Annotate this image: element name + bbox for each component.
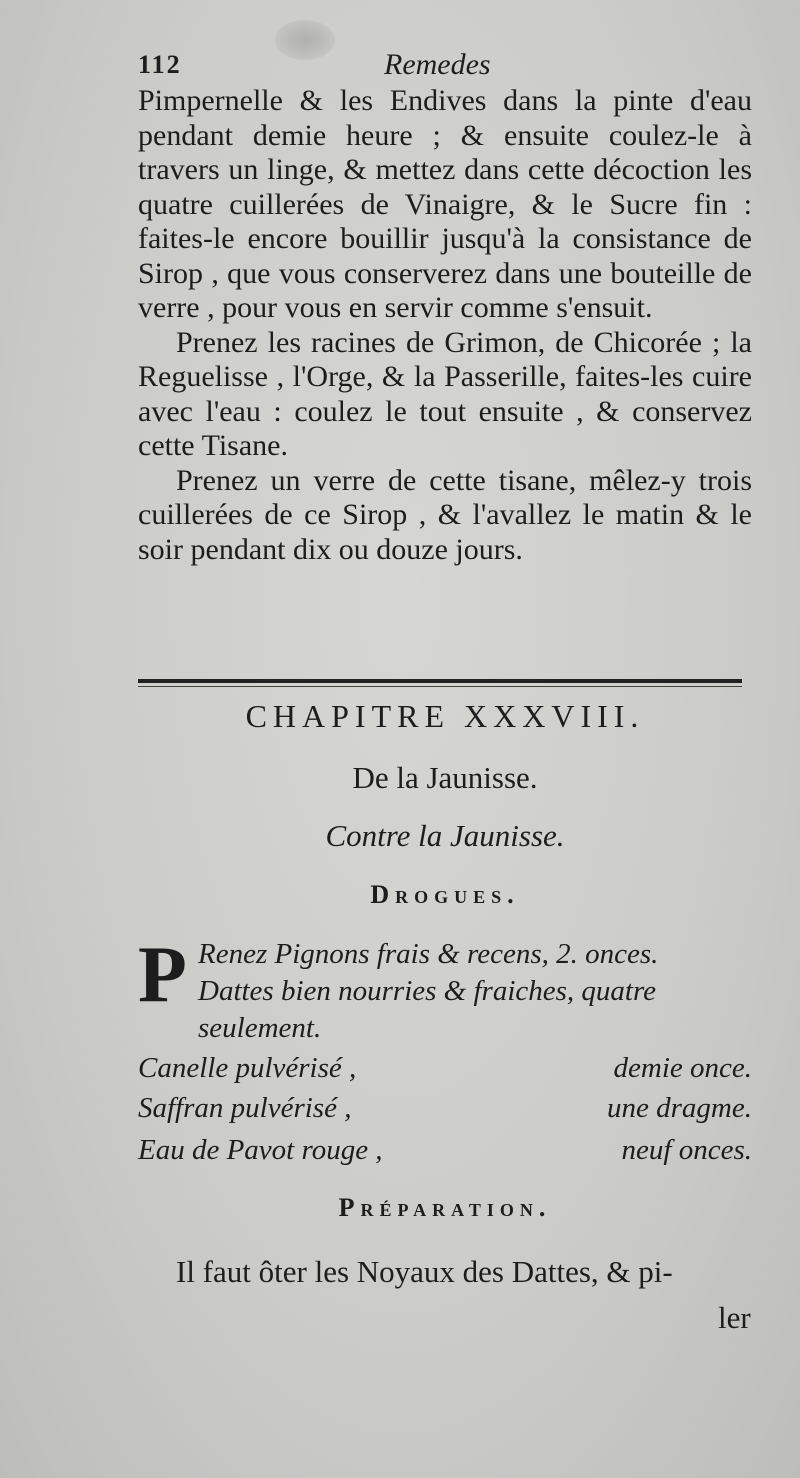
drop-cap: P [138, 931, 187, 1019]
paragraph-dosage: Prenez un verre de cette tisane, mêlez-y trois cuillerées de ce Sirop , & l'avallez le matin & le soir pendant dix ou douze jours. [138, 463, 752, 566]
body-text [138, 84, 752, 567]
chapter-subtitle: De la Jaunisse. [352, 760, 538, 795]
ingredient-quantity: une dragme. [607, 1092, 752, 1124]
preparation-text-continued: ler [718, 1300, 751, 1335]
paragraph-continuation: Pimpernelle & les Endives dans la pinte d'eau pendant demie heure ; & ensuite coulez-le à travers un linge, & mettez dans cette décoction les quatre cuillerées de Vinaigre, & le Sucre fin : faites-le encore bouillir jusqu'à la consistance de Sirop , que vous conserverez dans une bouteille de verre , pour vous en servir comme s'ensuit. [138, 84, 752, 324]
prescription [138, 931, 752, 1047]
page-number: 112 [138, 50, 182, 79]
section-rule [138, 679, 742, 683]
drugs-heading: Drogues. [370, 880, 520, 909]
ingredient-name: Canelle pulvérisé , [138, 1052, 357, 1084]
chapter-title: CHAPITRE XXXVIII. [245, 698, 645, 734]
preparation-text: Il faut ôter les Noyaux des Dattes, & pi- [176, 1254, 673, 1289]
ingredient-quantity: demie once. [613, 1052, 752, 1084]
section-rule-thin [138, 686, 742, 687]
paragraph-tisane: Prenez les racines de Grimon, de Chicorée ; la Reguelisse , l'Orge, & la Passerille, faites-les cuire avec l'eau : coulez le tout ensuite , & conservez cette Tisane. [138, 325, 752, 462]
preparation-heading: Préparation. [338, 1193, 552, 1222]
ingredient-name: Saffran pulvérisé , [138, 1092, 352, 1124]
ingredient-quantity: neuf onces. [621, 1134, 752, 1166]
remedy-title: Contre la Jaunisse. [325, 818, 565, 853]
ingredient-row [138, 1092, 752, 1130]
ingredient-row [138, 1052, 752, 1090]
prescription-line-2: Dattes bien nourries & fraiches, quatre seulement. [198, 975, 657, 1044]
ingredient-name: Eau de Pavot rouge , [138, 1134, 383, 1166]
prescription-line-1: Renez Pignons frais & recens, 2. onces. [198, 938, 659, 970]
ingredient-row [138, 1134, 752, 1172]
running-title: Remedes [384, 48, 491, 81]
